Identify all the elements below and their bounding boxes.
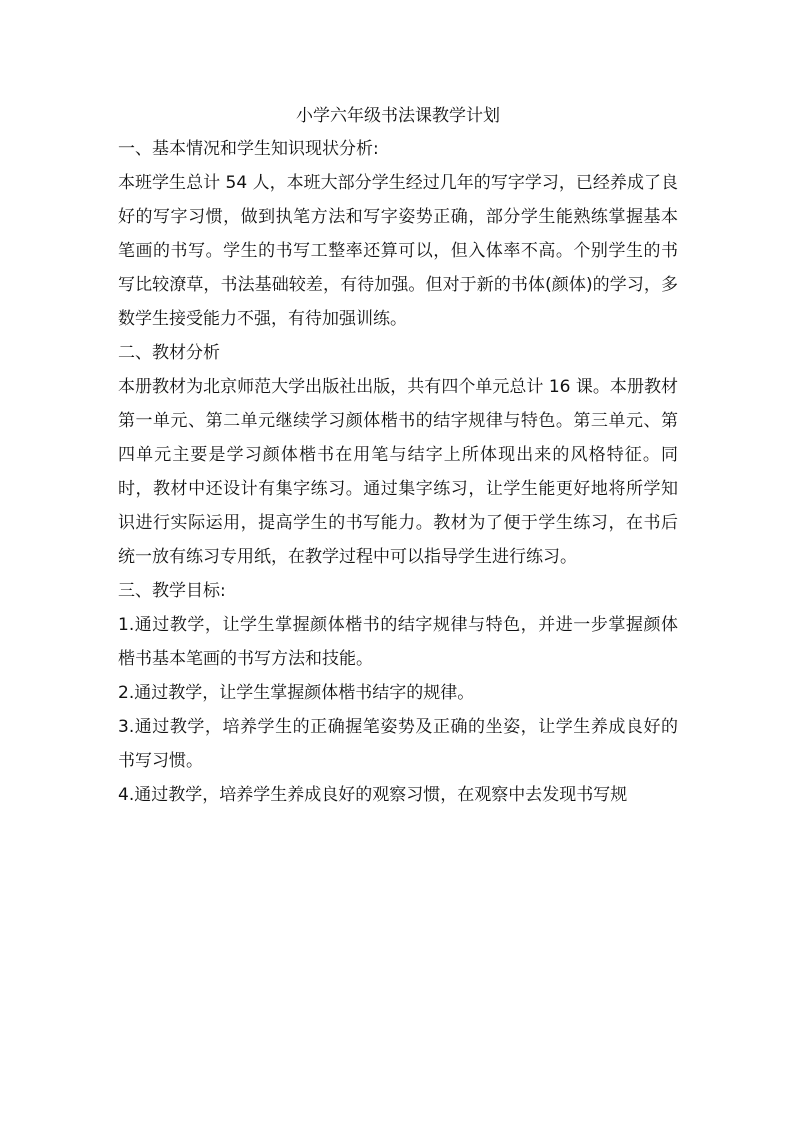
goal-item-4: 4.通过教学，培养学生养成良好的观察习惯，在观察中去发现书写规 [118, 785, 628, 805]
goal-item-2: 2.通过教学，让学生掌握颜体楷书结字的规律。 [118, 683, 475, 703]
section-1-paragraph-1: 本班学生总计 54 人，本班大部分学生经过几年的写字学习，已经养成了良好的写字习惯，做到执笔方法和写字姿势正确，部分学生能熟练掌握基本笔画的书写。学生的书写工整率还算可以，但入体率不高。个别学生的书写比较潦草，书法基础较差，有待加强。但对于新的书体(颜体)的学习，多数学生接受能力不强，有待加强训练。 [118, 173, 678, 329]
section-heading-3: 三、教学目标: [118, 581, 226, 601]
document-title: 小学六年级书法课教学计划 [296, 106, 500, 126]
section-heading-1: 一、基本情况和学生知识现状分析: [118, 139, 379, 159]
goal-item-1: 1.通过教学，让学生掌握颜体楷书的结字规律与特色，并进一步掌握颜体楷书基本笔画的书写方法和技能。 [118, 615, 678, 669]
section-2-paragraph-1: 本册教材为北京师范大学出版社出版，共有四个单元总计 16 课。本册教材第一单元、第二单元继续学习颜体楷书的结字规律与特色。第三单元、第四单元主要是学习颜体楷书在用笔与结字上所体现出来的风格特征。同时，教材中还设计有集字练习。通过集字练习，让学生能更好地将所学知识进行实际运用，提高学生的书写能力。教材为了便于学生练习，在书后统一放有练习专用纸，在教学过程中可以指导学生进行练习。 [118, 377, 678, 567]
section-heading-2: 二、教材分析 [118, 343, 220, 363]
goal-item-3: 3.通过教学，培养学生的正确握笔姿势及正确的坐姿，让学生养成良好的书写习惯。 [118, 717, 678, 771]
document-page [118, 100, 678, 812]
